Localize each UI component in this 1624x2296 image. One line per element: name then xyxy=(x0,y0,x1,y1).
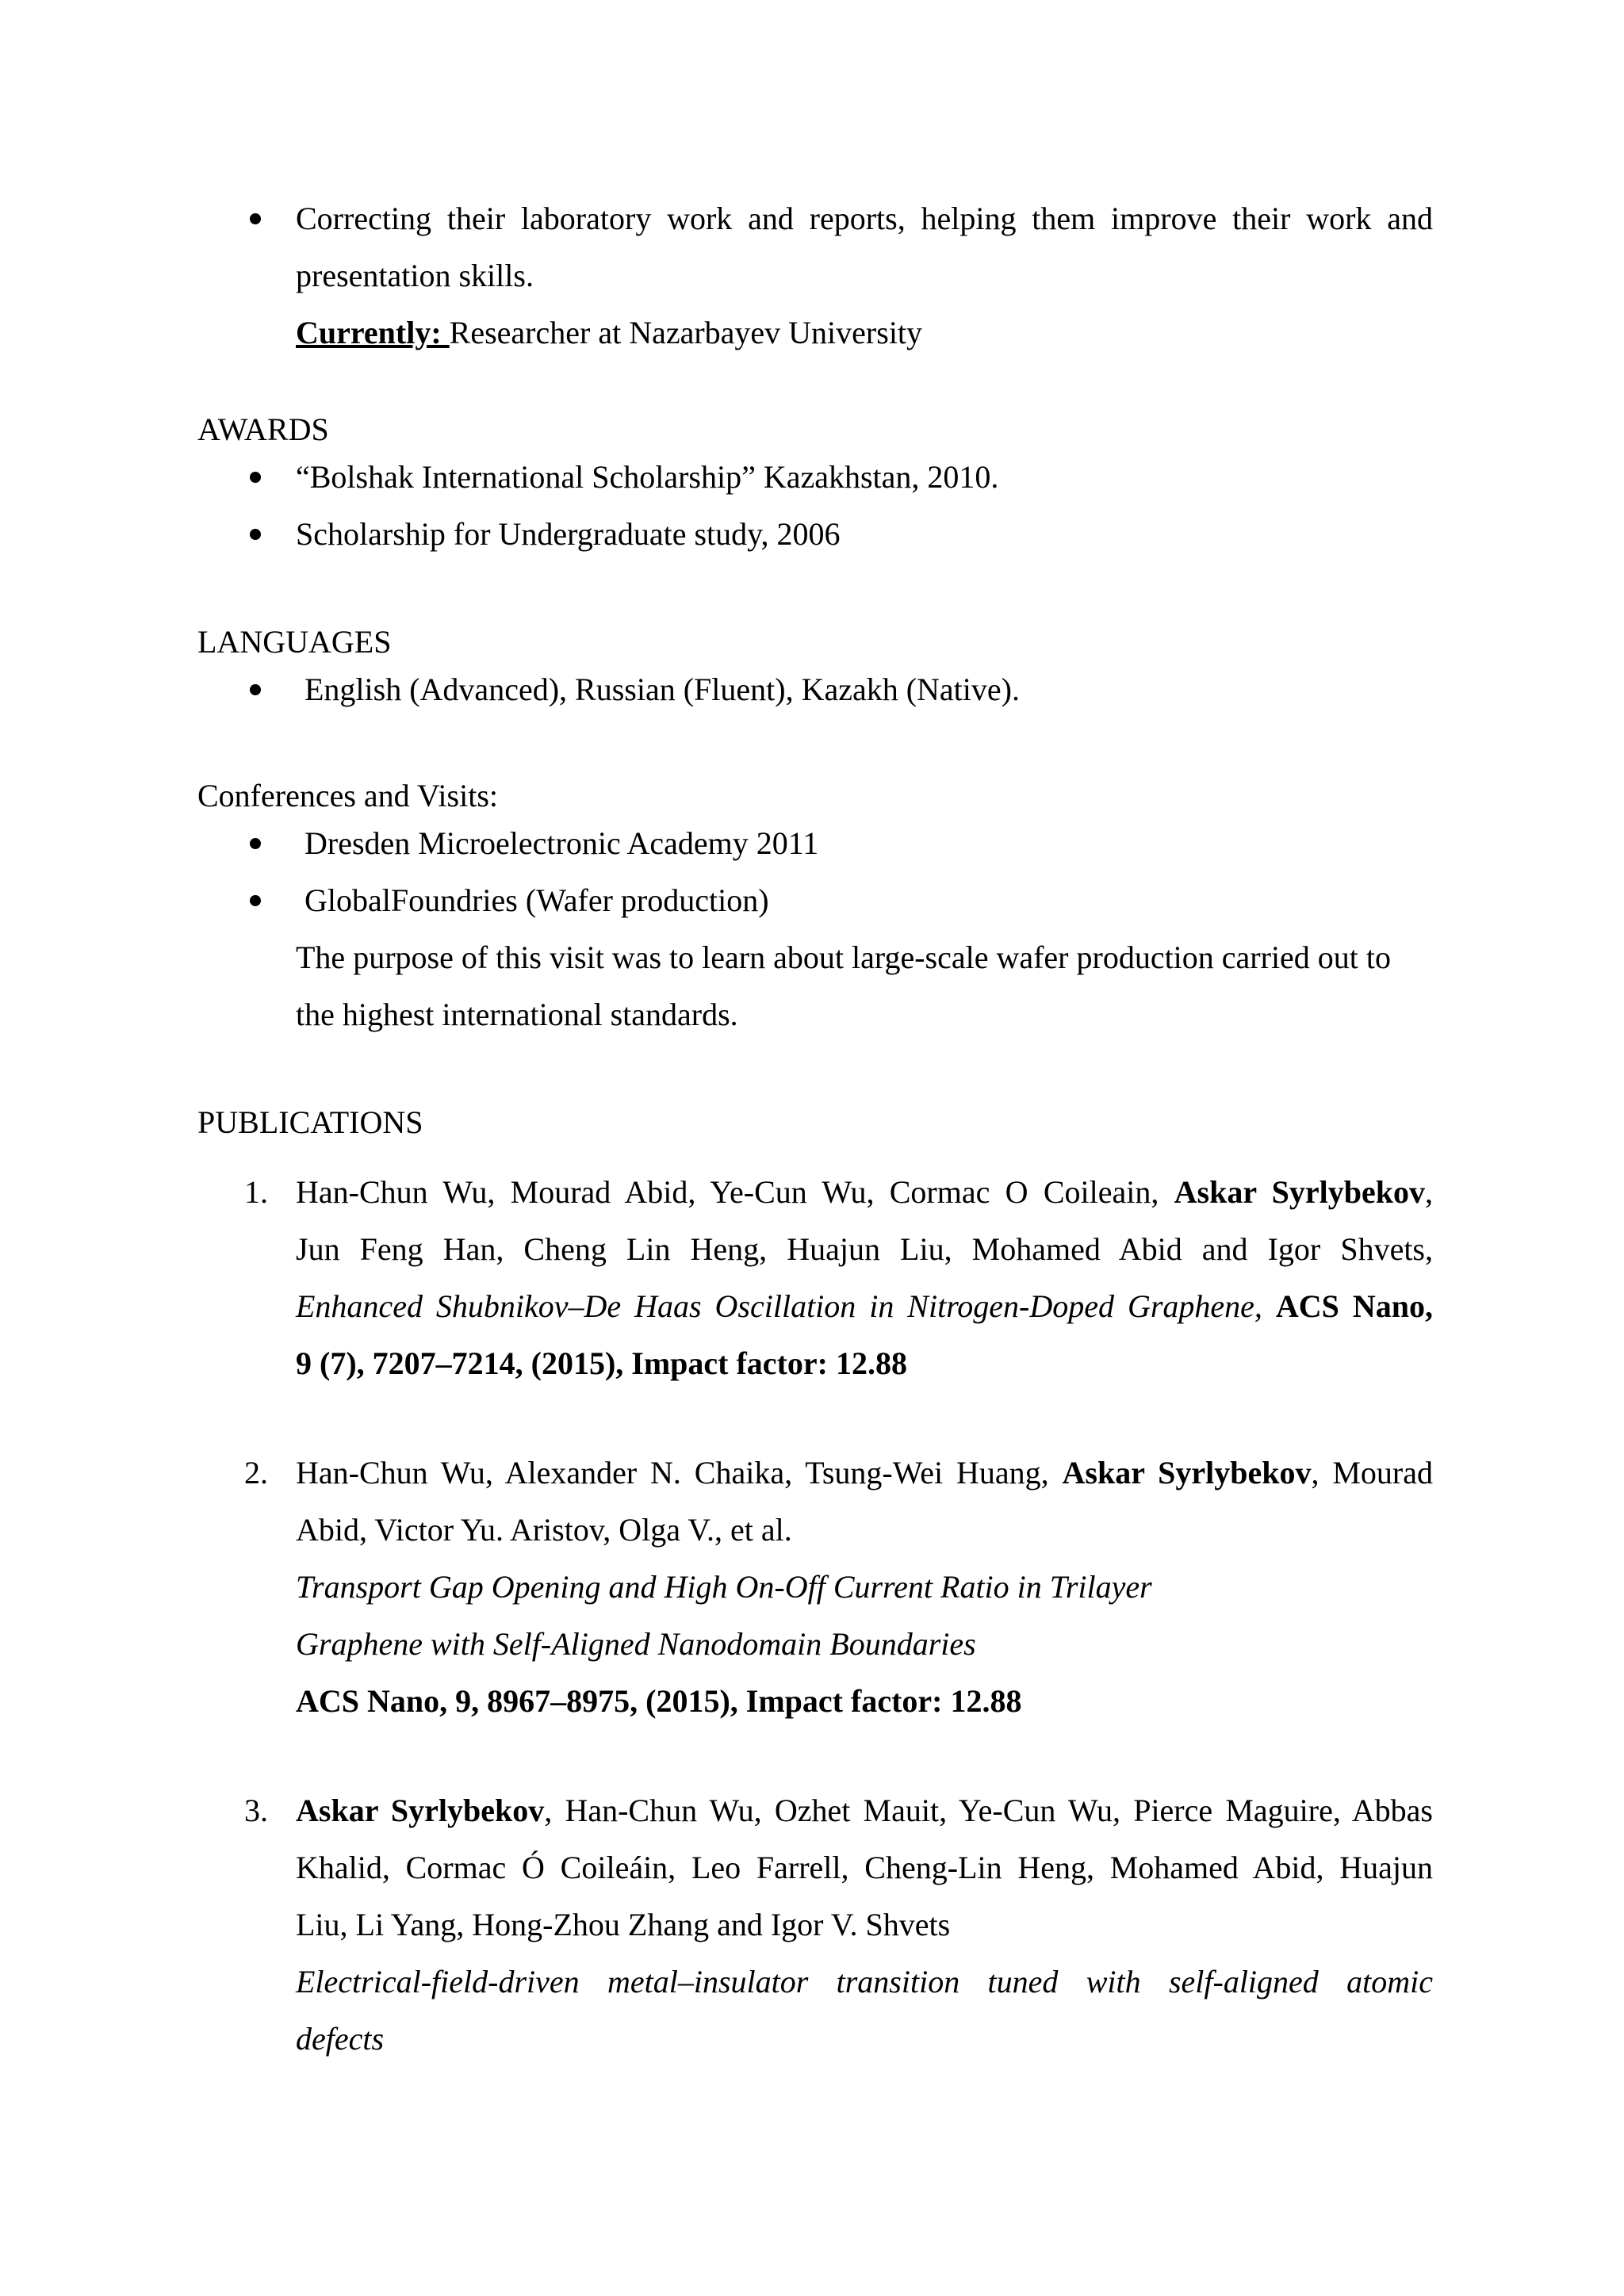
bullet-icon xyxy=(244,677,268,701)
award-item: Scholarship for Undergraduate study, 2006 xyxy=(296,516,841,552)
currently-line xyxy=(296,316,922,350)
publication-number: 2. xyxy=(244,1455,268,1490)
language-item: English (Advanced), Russian (Fluent), Kazakh (Native). xyxy=(304,672,1020,707)
awards-heading: AWARDS xyxy=(197,411,329,447)
conference-desc-line-1: The purpose of this visit was to learn about large-scale wafer production carried out to xyxy=(296,939,1392,975)
conference-item: GlobalFoundries (Wafer production) xyxy=(304,882,769,918)
pub3-authors-post: , Han-Chun Wu, Ozhet Mauit, Ye-Cun Wu, Pierce Maguire, Abbas xyxy=(544,1793,1433,1828)
pub2-authors-pre: Han-Chun Wu, Alexander N. Chaika, Tsung-Wei Huang, xyxy=(296,1455,1063,1490)
pub2-line-1 xyxy=(296,1456,1433,1490)
conference-item: Dresden Microelectronic Academy 2011 xyxy=(304,825,819,861)
pub1-authors-post: , xyxy=(1425,1174,1433,1210)
pub1-title: Enhanced Shubnikov–De Haas Oscillation in Nitrogen-Doped Graphene, xyxy=(296,1288,1262,1324)
pub1-line-3 xyxy=(296,1289,1433,1324)
pub3-title-line-2: defects xyxy=(296,2021,385,2057)
publications-heading: PUBLICATIONS xyxy=(197,1104,423,1140)
currently-text: Researcher at Nazarbayev University xyxy=(449,315,923,350)
pub2-authors-post: , Mourad xyxy=(1311,1455,1434,1490)
pub2-line-2: Abid, Victor Yu. Aristov, Olga V., et al. xyxy=(296,1512,792,1548)
currently-label: Currently: xyxy=(296,315,450,350)
pub3-title-line-1: Electrical-field-driven metal–insulator transition tuned with self-aligned atomic xyxy=(296,1964,1433,1999)
pub3-author-highlight: Askar Syrlybekov xyxy=(296,1793,545,1828)
pub1-line-2: Jun Feng Han, Cheng Lin Heng, Huajun Liu, Mohamed Abid and Igor Shvets, xyxy=(296,1231,1433,1267)
bullet-icon xyxy=(244,522,268,545)
bullet-icon xyxy=(244,888,268,912)
conference-desc-line-2: the highest international standards. xyxy=(296,997,738,1032)
publication-number: 3. xyxy=(244,1793,268,1828)
teaching-bullet-line-2: presentation skills. xyxy=(296,258,534,293)
pub1-author-highlight: Askar Syrlybekov xyxy=(1174,1174,1425,1210)
pub3-line-1 xyxy=(296,1793,1433,1828)
pub1-journal: ACS Nano, xyxy=(1275,1288,1433,1324)
bullet-icon xyxy=(244,465,268,488)
pub3-line-2: Khalid, Cormac Ó Coileáin, Leo Farrell, Cheng-Lin Heng, Mohamed Abid, Huajun xyxy=(296,1850,1433,1885)
pub1-line-4: 9 (7), 7207–7214, (2015), Impact factor: 12.88 xyxy=(296,1345,907,1381)
teaching-bullet-line-1: Correcting their laboratory work and reports, helping them improve their work and xyxy=(296,201,1433,236)
bullet-icon xyxy=(244,206,268,230)
languages-heading: LANGUAGES xyxy=(197,624,392,660)
pub2-journal: ACS Nano, 9, 8967–8975, (2015), Impact factor: 12.88 xyxy=(296,1683,1022,1719)
pub1-line-1 xyxy=(296,1175,1433,1210)
publication-number: 1. xyxy=(244,1174,268,1210)
bullet-icon xyxy=(244,831,268,855)
pub2-title-line-1: Transport Gap Opening and High On-Off Current Ratio in Trilayer xyxy=(296,1569,1152,1605)
pub1-authors-pre: Han-Chun Wu, Mourad Abid, Ye-Cun Wu, Cormac O Coileain, xyxy=(296,1174,1174,1210)
pub2-author-highlight: Askar Syrlybekov xyxy=(1062,1455,1312,1490)
conferences-heading: Conferences and Visits: xyxy=(197,778,499,813)
award-item: “Bolshak International Scholarship” Kazakhstan, 2010. xyxy=(296,459,999,495)
pub3-line-3: Liu, Li Yang, Hong-Zhou Zhang and Igor V. Shvets xyxy=(296,1907,951,1942)
pub2-title-line-2: Graphene with Self-Aligned Nanodomain Boundaries xyxy=(296,1626,976,1662)
